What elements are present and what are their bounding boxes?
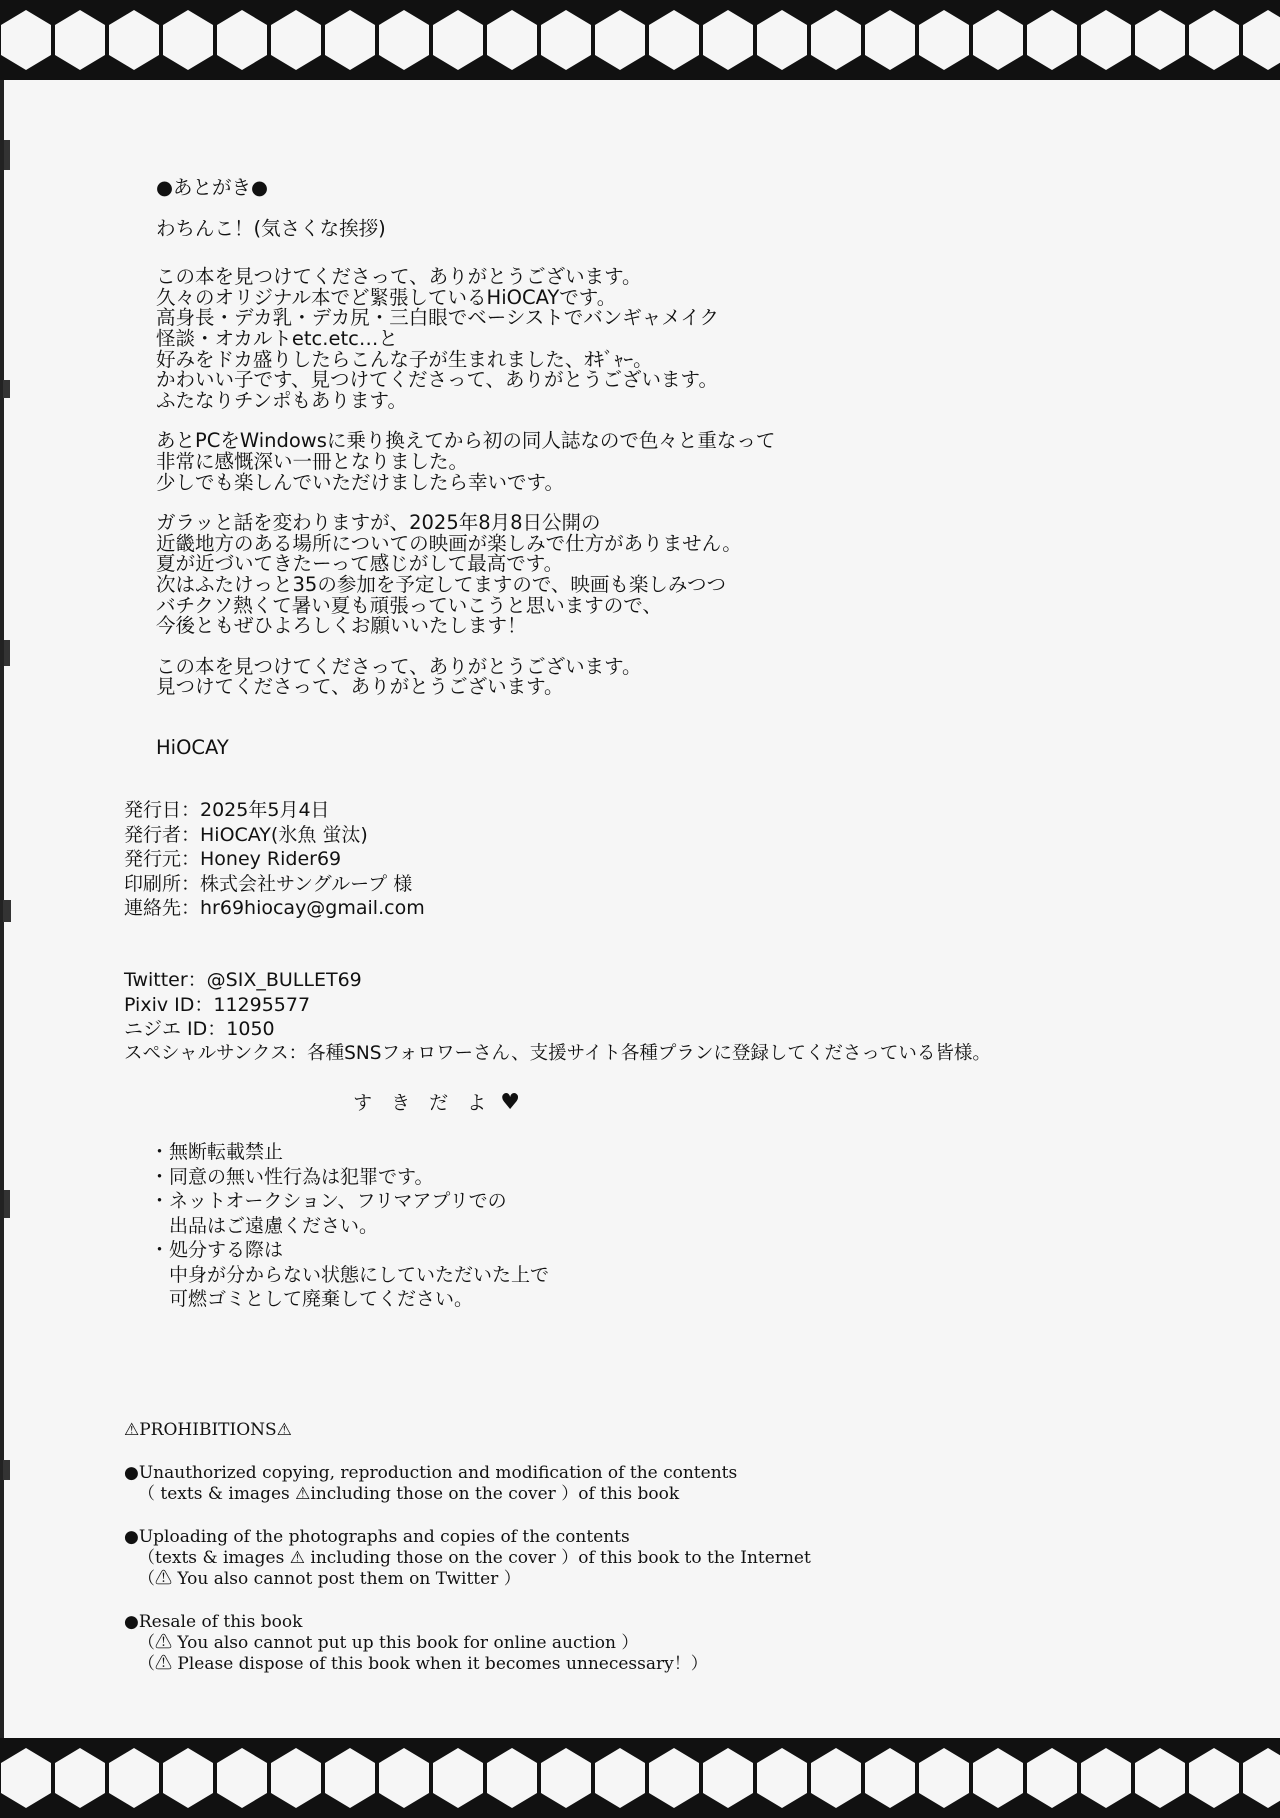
paragraph-line: 非常に感慨深い一冊となりました。 xyxy=(156,449,469,473)
paragraph-line: 久々のオリジナル本でど緊張しているHiOCAYです。 xyxy=(156,285,617,309)
love-message xyxy=(124,1066,1124,1140)
nijie-id: ニジエ ID：1050 xyxy=(124,1018,275,1040)
paragraph-line: 見つけてくださって、ありがとうございます。 xyxy=(156,675,564,699)
heart-icon: ♥ xyxy=(500,1089,520,1115)
notice-line: 可燃ゴミとして廃棄してください。 xyxy=(150,1288,474,1310)
paragraph-line: 少しでも楽しんでいただけましたら幸いです。 xyxy=(156,470,564,494)
notice-line: ・同意の無い性行為は犯罪です。 xyxy=(150,1165,434,1188)
colophon-date: 発行日：2025年5月4日 xyxy=(124,799,330,821)
twitter-handle: Twitter：@SIX_BULLET69 xyxy=(124,969,362,991)
prohibition-line: （⚠ You also cannot post them on Twitter ） xyxy=(138,1569,521,1589)
paragraph-line: 怪談・オカルトetc.etc…と xyxy=(156,326,398,350)
afterword-greeting: わちんこ！(気さくな挨拶) xyxy=(156,216,386,240)
paragraph-line: ガラッと話を変わりますが、2025年8月8日公開の xyxy=(156,511,601,535)
afterword xyxy=(156,178,856,758)
paragraph-line: この本を見つけてくださって、ありがとうございます。 xyxy=(156,654,642,678)
prohibition-item-copying xyxy=(124,1463,1024,1505)
prohibitions xyxy=(124,1420,1024,1697)
paragraph-line: かわいい子です、見つけてくださって、ありがとうございます。 xyxy=(156,368,718,392)
paragraph-line: 夏が近づいてきたーって感じがして最高です。 xyxy=(156,552,564,576)
paragraph-line: ふたなりチンポもあります。 xyxy=(156,388,407,412)
notice-line: ・無断転載禁止 xyxy=(150,1141,284,1163)
left-binding-edge xyxy=(0,80,14,1738)
afterword-paragraph-2 xyxy=(156,431,856,493)
pixiv-id: Pixiv ID：11295577 xyxy=(124,993,311,1016)
afterword-paragraph-3 xyxy=(156,513,856,637)
love-text: す き だ よ xyxy=(353,1091,487,1114)
paragraph-line: あとPCをWindowsに乗り換えてから初の同人誌なので色々と重なって xyxy=(156,429,776,453)
colophon-circle: 発行元：Honey Rider69 xyxy=(124,848,342,870)
prohibition-line: ●Resale of this book xyxy=(124,1612,303,1632)
paragraph-line: 近畿地方のある場所についての映画が楽しみで仕方がありません。 xyxy=(156,531,742,555)
colophon-contact: 連絡先：hr69hiocay@gmail.com xyxy=(124,897,425,919)
notices xyxy=(150,1140,750,1312)
colophon-publisher: 発行者：HiOCAY(氷魚 蛍汰) xyxy=(124,823,368,846)
afterword-title: ●あとがき● xyxy=(156,176,269,199)
prohibition-item-resale xyxy=(124,1612,1024,1675)
paragraph-line: この本を見つけてくださって、ありがとうございます。 xyxy=(156,265,642,289)
paragraph-line: バチクソ熱くて暑い夏も頑張っていこうと思いますので、 xyxy=(156,593,662,617)
prohibition-line: （ texts & images ⚠including those on the cover ）of this book xyxy=(138,1484,680,1504)
afterword-paragraph-4 xyxy=(156,654,856,699)
prohibition-line: （⚠ Please dispose of this book when it becomes unnecessary！） xyxy=(138,1654,708,1674)
notice-line: 中身が分からない状態にしていただいた上で xyxy=(150,1263,550,1286)
notice-line: 出品はご遠慮ください。 xyxy=(150,1214,379,1237)
colophon-printer: 印刷所：株式会社サングループ 様 xyxy=(124,872,413,895)
prohibition-item-uploading xyxy=(124,1527,1024,1590)
prohibition-line: （texts & images ⚠ including those on the cover ）of this book to the Internet xyxy=(138,1548,811,1568)
colophon xyxy=(124,798,824,921)
paragraph-line: 次はふたけっと35の参加を予定してますので、映画も楽しみつつ xyxy=(156,572,727,596)
prohibition-line: （⚠ You also cannot put up this book for online auction ） xyxy=(138,1633,639,1653)
paragraph-line: 今後ともぜひよろしくお願いいたします！ xyxy=(156,614,527,638)
social-links xyxy=(124,968,1124,1140)
afterword-paragraph-1 xyxy=(156,267,856,411)
notice-line: ・ネットオークション、フリマアプリでの xyxy=(150,1190,507,1212)
notice-line: ・処分する際は xyxy=(150,1239,284,1261)
top-hexagon-border xyxy=(0,0,1280,80)
prohibition-line: ●Unauthorized copying, reproduction and modification of the contents xyxy=(124,1463,738,1483)
afterword-signature: HiOCAY xyxy=(156,735,229,759)
paragraph-line: 高身長・デカ乳・デカ尻・三白眼でベーシストでバンギャメイク xyxy=(156,306,719,330)
bottom-hexagon-border xyxy=(0,1738,1280,1818)
prohibitions-title: ⚠PROHIBITIONS⚠ xyxy=(124,1420,292,1440)
special-thanks: スペシャルサンクス：各種SNSフォロワーさん、支援サイト各種プランに登録してくださっている皆様。 xyxy=(124,1042,991,1064)
paragraph-line: 好みをドカ盛りしたらこんな子が生まれました、ｵｷﾞｬｰ。 xyxy=(156,347,653,371)
prohibition-line: ●Uploading of the photographs and copies of the contents xyxy=(124,1527,630,1547)
